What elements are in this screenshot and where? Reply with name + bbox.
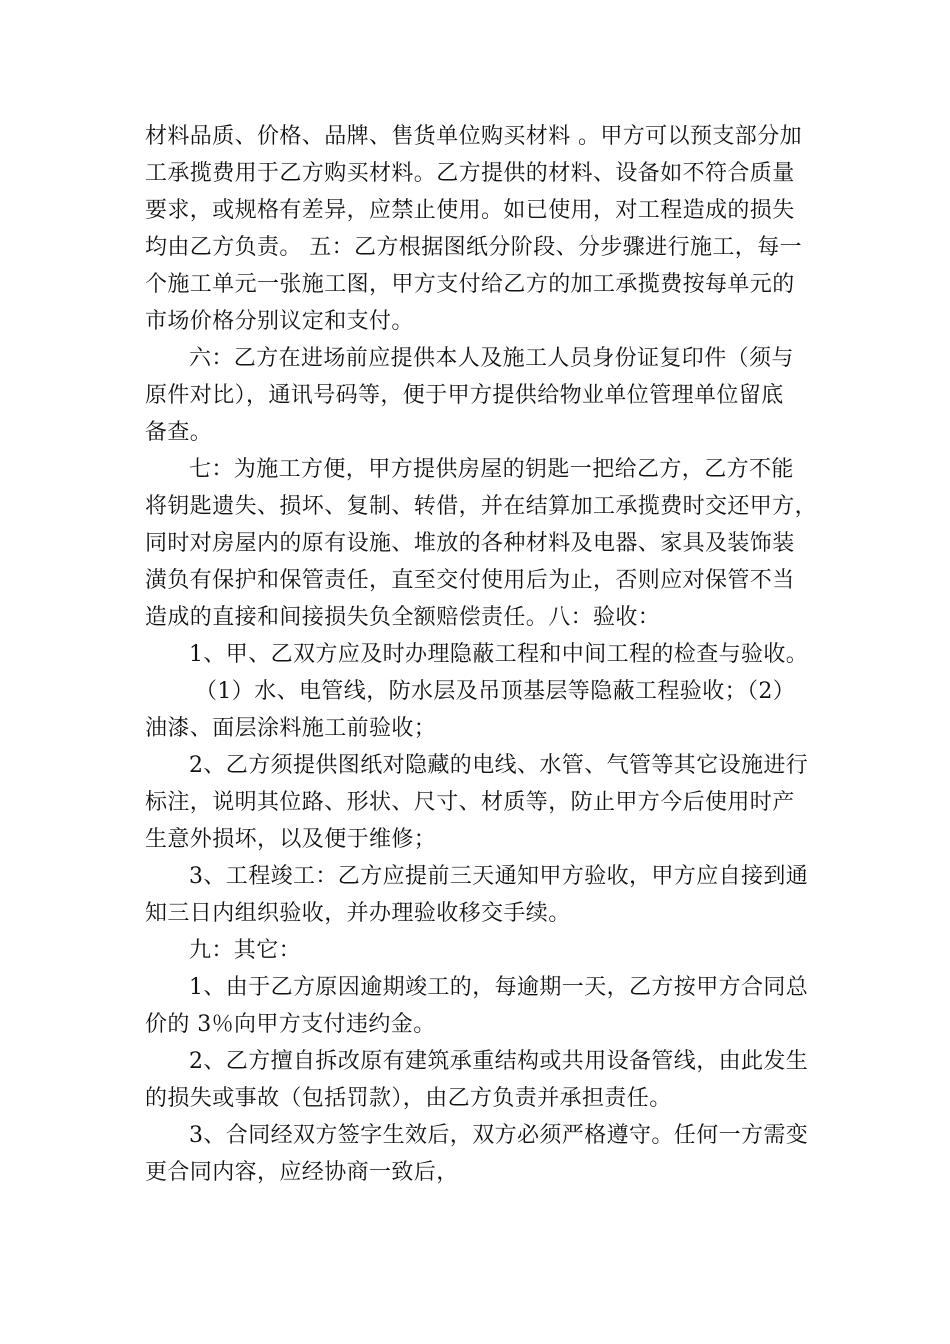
text-line: 1、甲、乙双方应及时办理隐蔽工程和中间工程的检查与验收。 (189, 642, 809, 667)
text-line: 九：其它： (189, 938, 302, 963)
text-line: 备查。 (145, 420, 213, 445)
paragraph-acceptance-1 (145, 636, 815, 673)
text-line: 原件对比），通讯号码等，便于甲方提供给物业单位管理单位留底 (145, 383, 784, 408)
text-line: （1）水、电管线，防水层及吊顶基层等隐蔽工程验收；（2） (195, 679, 796, 704)
paragraph-other-3 (145, 1117, 815, 1191)
paragraph-other-2 (145, 1043, 815, 1117)
text-line: 3、工程竣工：乙方应提前三天通知甲方验收，甲方应自接到通 (189, 864, 809, 889)
text-line: 材料品质、价格、品牌、售货单位购买材料 。甲方可以预支部分加 (145, 124, 802, 149)
text-line: 更合同内容，应经协商一致后， (145, 1160, 459, 1185)
text-line: 油漆、面层涂料施工前验收； (145, 716, 437, 741)
text-line: 六：乙方在进场前应提供本人及施工人员身份证复印件（须与 (189, 346, 794, 371)
text-line: 工承揽费用于乙方购买材料。乙方提供的材料、设备如不符合质量 (145, 161, 795, 186)
paragraph-materials (145, 118, 815, 340)
paragraph-clause-nine-heading (145, 932, 815, 969)
document-body (145, 118, 818, 1191)
text-line: 要求，或规格有差异，应禁止使用。如已使用，对工程造成的损失 (145, 198, 795, 223)
text-line: 的损失或事故（包括罚款），由乙方负责并承担责任。 (145, 1086, 672, 1111)
text-line: 标注，说明其位路、形状、尺寸、材质等，防止甲方今后使用时产 (145, 790, 795, 815)
text-line: 3、合同经双方签字生效后，双方必须严格遵守。任何一方需变 (189, 1123, 809, 1148)
paragraph-clause-six (145, 340, 815, 451)
text-line: 生意外损坏，以及便于维修； (145, 827, 437, 852)
paragraph-acceptance-2 (145, 747, 815, 858)
text-line: 均由乙方负责。 五：乙方根据图纸分阶段、分步骤进行施工，每一 (145, 235, 802, 260)
text-line: 市场价格分别议定和支付。 (145, 309, 414, 334)
text-line: 1、由于乙方原因逾期竣工的，每逾期一天，乙方按甲方合同总 (189, 975, 809, 1000)
text-line: 七：为施工方便，甲方提供房屋的钥匙一把给乙方，乙方不能 (189, 457, 794, 482)
text-line: 个施工单元一张施工图，甲方支付给乙方的加工承揽费按每单元的 (145, 272, 795, 297)
paragraph-clause-seven (145, 451, 818, 636)
text-line: 潢负有保护和保管责任，直至交付使用后为止，否则应对保管不当 (145, 568, 795, 593)
text-line: 2、乙方擅自拆改原有建筑承重结构或共用设备管线，由此发生 (189, 1049, 809, 1074)
text-line: 知三日内组织验收，并办理验收移交手续。 (145, 901, 571, 926)
text-line: 2、乙方须提供图纸对隐藏的电线、水管、气管等其它设施进行 (189, 753, 809, 778)
text-line: 造成的直接和间接损失负全额赔偿责任。八：验收： (145, 605, 661, 630)
text-line: 价的 3％向甲方支付违约金。 (145, 1012, 436, 1037)
paragraph-other-1 (145, 969, 815, 1043)
paragraph-acceptance-items (145, 673, 815, 747)
text-line: 同时对房屋内的原有设施、堆放的各种材料及电器、家具及装饰装 (145, 531, 795, 556)
paragraph-acceptance-3 (145, 858, 815, 932)
text-line: 将钥匙遗失、损坏、复制、转借，并在结算加工承揽费时交还甲方， (145, 494, 818, 519)
